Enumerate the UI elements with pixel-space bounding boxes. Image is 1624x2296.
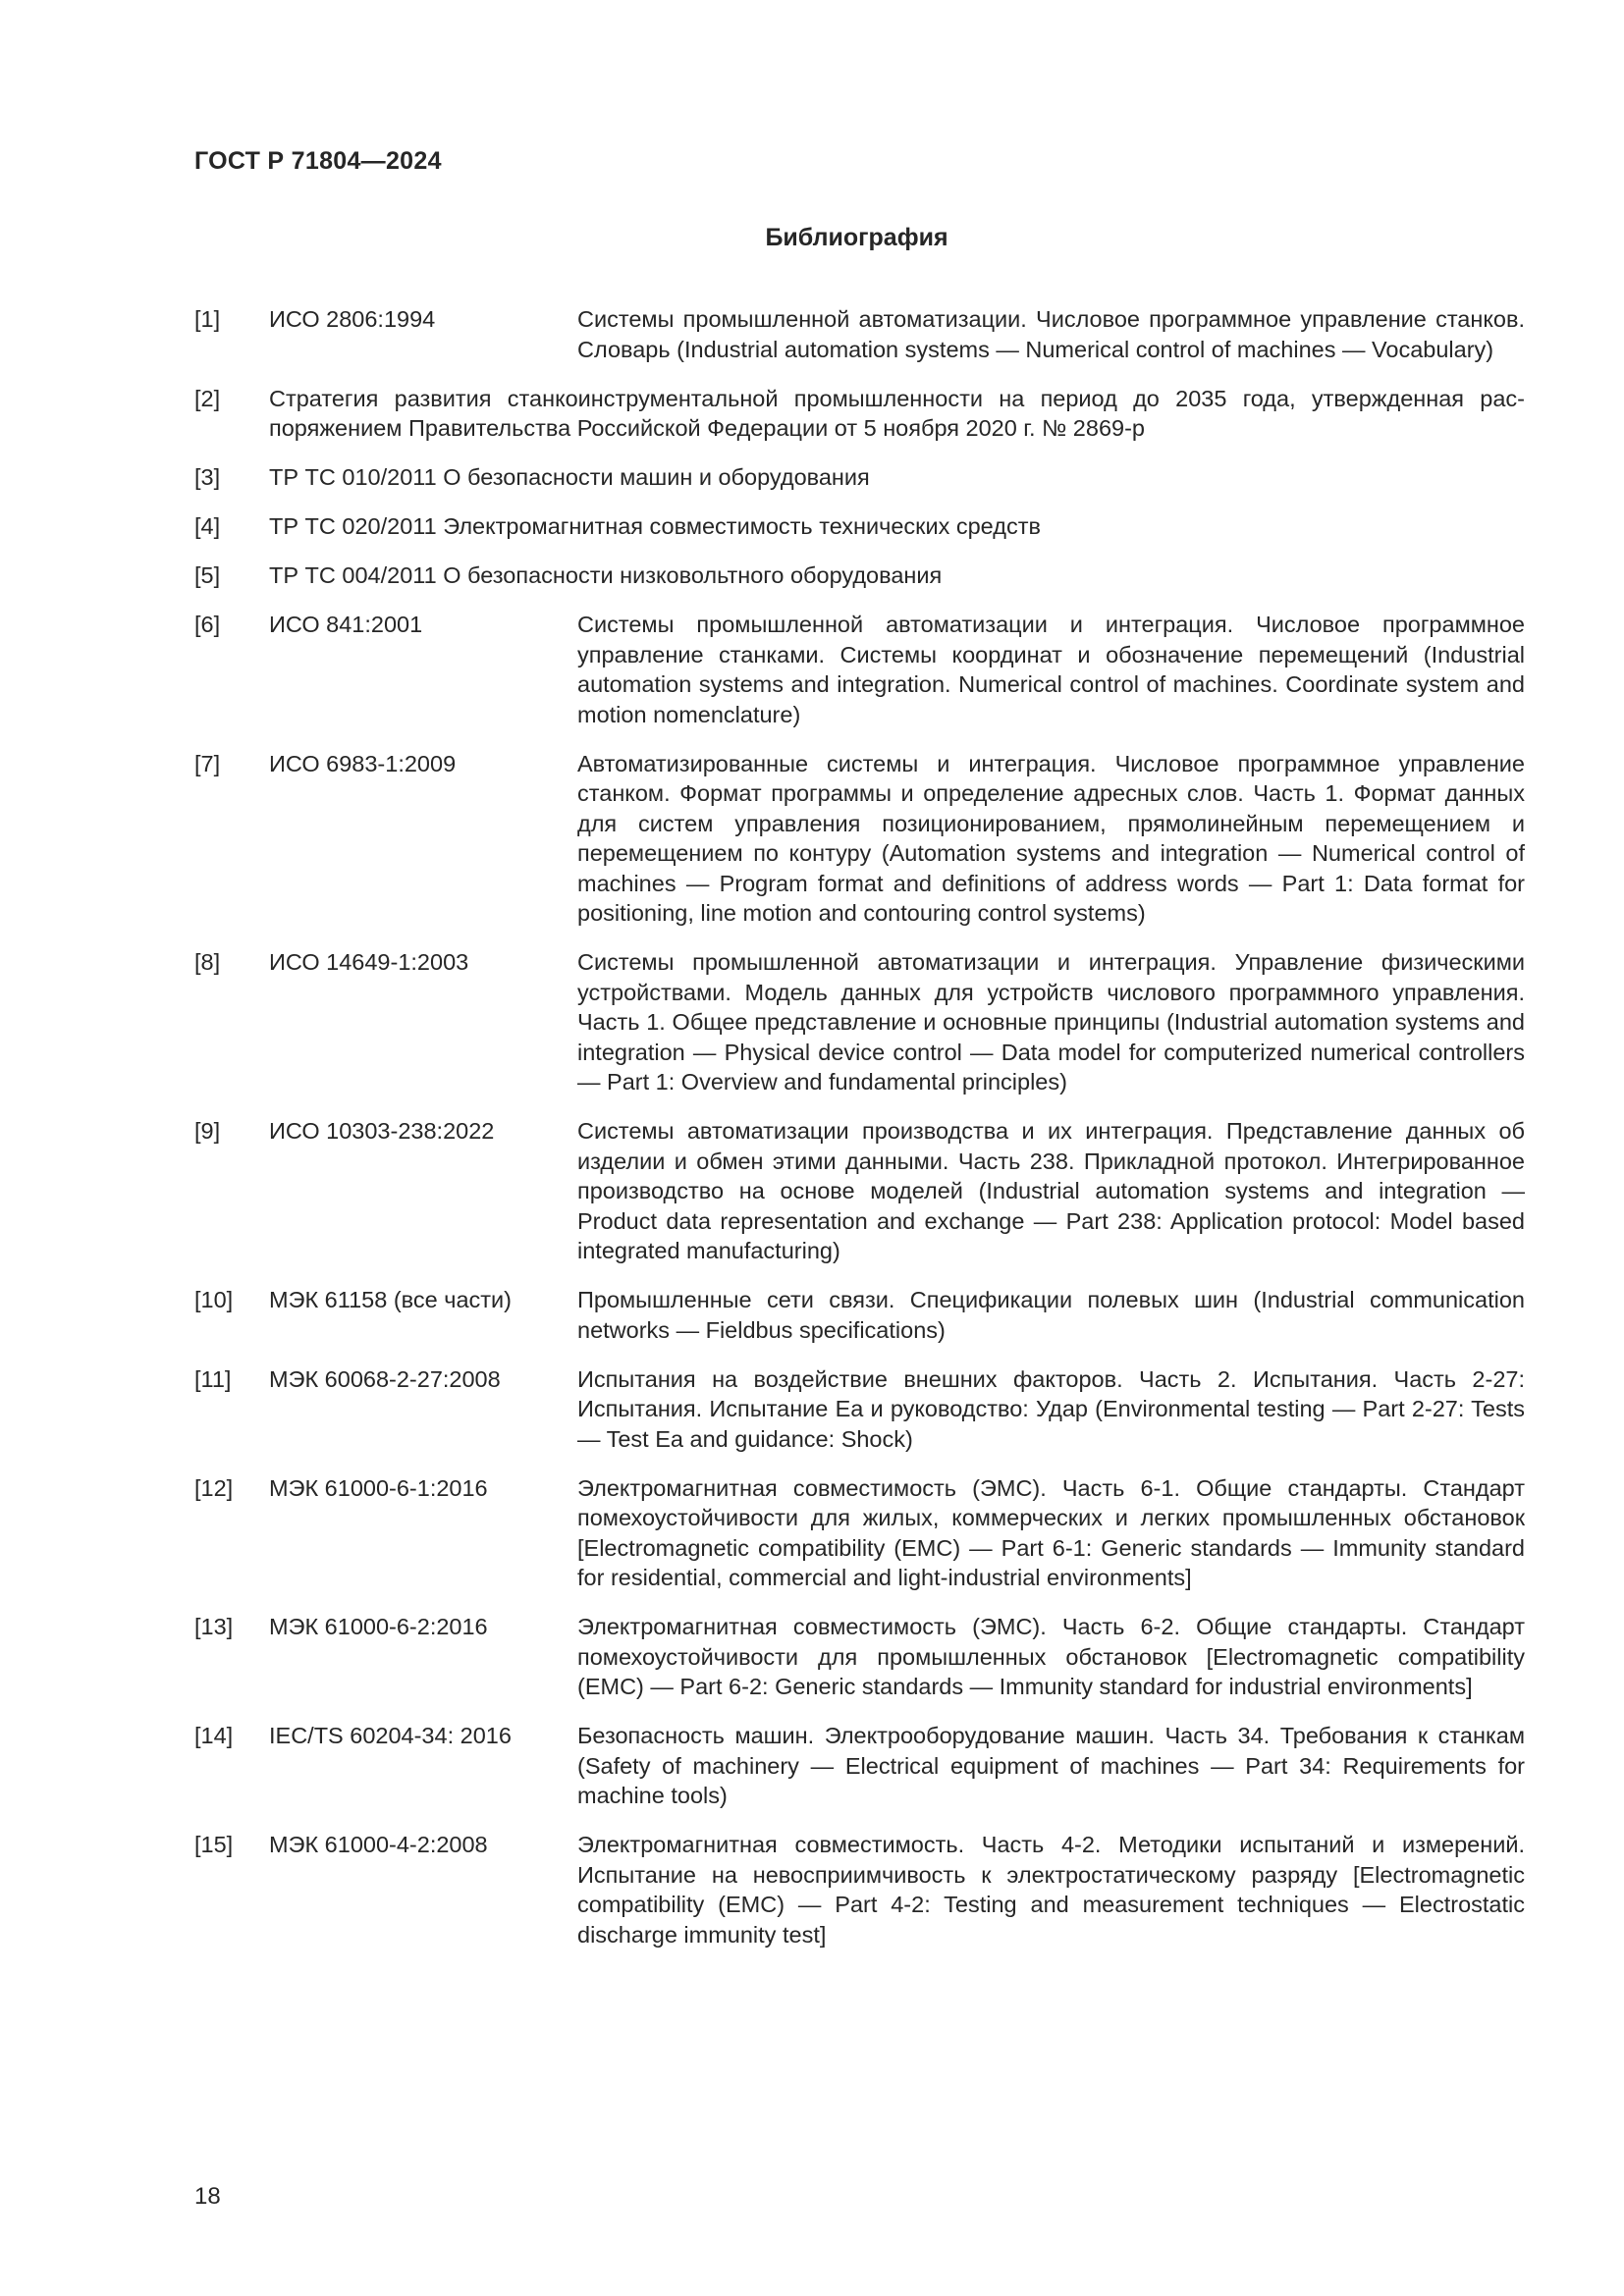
page-number: 18 <box>194 2183 221 2210</box>
entry-number: [15] <box>194 1832 234 1857</box>
entry-title: Безопасность машин. Электрооборудование машин. Часть 34. Требования к станкам (Safety of machinery — Electrical equipment of machines — Part 34: Requirements for machine tools) <box>577 1723 1525 1808</box>
entry-number: [14] <box>194 1723 234 1748</box>
bibliography-entry <box>194 1116 1525 1266</box>
entry-number: [13] <box>194 1614 234 1639</box>
bibliography-entry <box>194 304 1525 364</box>
bibliography-entry <box>194 561 1525 591</box>
entry-standard-code: ИСО 841:2001 <box>269 612 423 637</box>
entry-number: [3] <box>194 464 221 490</box>
entry-standard-code: МЭК 61000-6-2:2016 <box>269 1614 488 1639</box>
entry-standard-code: МЭК 60068-2-27:2008 <box>269 1365 501 1392</box>
entry-number: [6] <box>194 612 221 637</box>
bibliography-entry <box>194 511 1525 542</box>
entry-number: [10] <box>194 1287 234 1312</box>
entry-title: Электромагнитная совместимость. Часть 4-2. Методики испытаний и измерений. Испытание на невосприимчивость к электростатическому разряду [Electromagnetic compatibility (EMC) — Part 4-2: Testing and measurement techniques — Electrostatic discharge immunity test] <box>577 1832 1525 1948</box>
bibliography-entry <box>194 1830 1525 1949</box>
entry-standard-code: IEC/TS 60204-34: 2016 <box>269 1723 512 1748</box>
bibliography-entry <box>194 1285 1525 1345</box>
entry-title: Системы промышленной автоматизации и интеграция. Управление физическими устройствами. Модель данных для устройств числового программного управления. Часть 1. Общее представление и основные принципы (Industrial automation systems and integration — Physical device control — Data model for computerized numerical controllers — Part 1: Overview and fundamental principles) <box>577 949 1525 1095</box>
bibliography-entry <box>194 1612 1525 1702</box>
entry-title: Системы промышленной автоматизации. Числовое программное управление станков. Словарь (Industrial automation systems — Numerical control of machines — Vocabulary) <box>577 306 1525 362</box>
entry-title: Автоматизированные системы и интеграция. Числовое программное управление станком. Формат программы и определение адресных слов. Часть 1. Формат данных для систем управления позиционированием, прямолинейным перемещением и перемещением по контуру (Automation systems and integration — Numerical control of machines — Program format and definitions of address words — Part 1: Data format for positioning, line motion and contouring control systems) <box>577 750 1525 926</box>
entry-number: [11] <box>194 1365 232 1392</box>
entry-title: Стратегия развития станкоинструментальной промышленности на период до 2035 года, утвержденная распоряжением Правительства Российской Федерации от 5 ноября 2020 г. № 2869-р <box>269 385 1525 441</box>
entry-title: Промышленные сети связи. Спецификации полевых шин (Industrial communication networks — Fieldbus specifications) <box>577 1287 1525 1343</box>
entry-title: Электромагнитная совместимость (ЭМС). Часть 6-1. Общие стандарты. Стандарт помехоустойчивости для жилых, коммерческих и легких промышленных обстановок [Electromagnetic compatibility (EMC) — Part 6-1: Generic standards — Immunity standard for residential, commercial and light-industrial environments] <box>577 1474 1525 1590</box>
entry-number: [12] <box>194 1474 234 1501</box>
entry-number: [7] <box>194 750 221 776</box>
entry-title: Системы промышленной автоматизации и интеграция. Числовое программное управление станками. Системы координат и обозначение перемещений (Industrial automation systems and integration. Numerical control of machines. Coordinate system and motion nomenclature) <box>577 612 1525 727</box>
entry-title: ТР ТС 004/2011 О безопасности низковольтного оборудования <box>269 562 943 588</box>
bibliography-entry <box>194 947 1525 1097</box>
document-header: ГОСТ Р 71804—2024 <box>194 147 442 175</box>
entry-title: ТР ТС 020/2011 Электромагнитная совместимость технических средств <box>269 513 1041 539</box>
bibliography-entry <box>194 384 1525 444</box>
entry-standard-code: ИСО 6983-1:2009 <box>269 750 457 776</box>
entry-standard-code: ИСО 10303-238:2022 <box>269 1118 495 1144</box>
entry-standard-code: МЭК 61158 (все части) <box>269 1287 512 1312</box>
entry-number: [1] <box>194 306 221 332</box>
bibliography-entry <box>194 749 1525 929</box>
entry-standard-code: ИСО 2806:1994 <box>269 306 436 332</box>
bibliography-entry <box>194 462 1525 493</box>
entry-number: [8] <box>194 949 221 975</box>
entry-number: [9] <box>194 1118 221 1144</box>
section-title: Библиография <box>765 224 948 251</box>
entry-standard-code: МЭК 61000-6-1:2016 <box>269 1474 488 1501</box>
entry-number: [5] <box>194 562 221 588</box>
bibliography-entry <box>194 1721 1525 1811</box>
entry-standard-code: МЭК 61000-4-2:2008 <box>269 1832 488 1857</box>
entry-title: Системы автоматизации производства и их интеграция. Представление данных об изделии и обмен этими данными. Часть 238. Прикладной протокол. Интегрированное производство на основе моделей (Industrial automation systems and integration — Product data representation and exchange — Part 238: Application protocol: Model based integrated manufacturing) <box>577 1118 1525 1263</box>
bibliography-entry <box>194 610 1525 729</box>
entry-title: ТР ТС 010/2011 О безопасности машин и оборудования <box>269 464 870 490</box>
bibliography-entry <box>194 1364 1525 1455</box>
entry-number: [2] <box>194 385 221 411</box>
bibliography-list <box>194 304 1525 1969</box>
entry-title: Электромагнитная совместимость (ЭМС). Часть 6-2. Общие стандарты. Стандарт помехоустойчивости для промышленных обстановок [Electromagnetic compatibility (EMC) — Part 6-2: Generic standards — Immunity standard for industrial environments] <box>577 1614 1525 1699</box>
entry-title: Испытания на воздействие внешних факторов. Часть 2. Испытания. Часть 2-27: Испытания. Испытание Еа и руководство: Удар (Environmental testing — Part 2-27: Tests — Test Ea and guidance: Shock) <box>577 1365 1525 1452</box>
entry-standard-code: ИСО 14649-1:2003 <box>269 949 469 975</box>
bibliography-entry <box>194 1473 1525 1593</box>
entry-number: [4] <box>194 513 221 539</box>
